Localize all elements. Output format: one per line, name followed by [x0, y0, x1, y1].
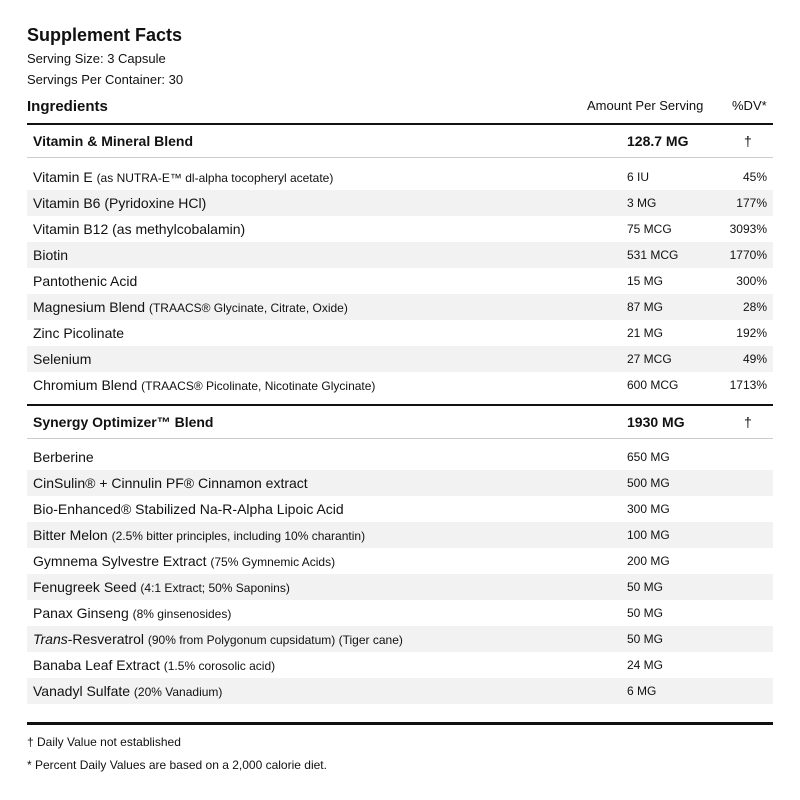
vitamin-mineral-section	[27, 125, 773, 398]
ingredient-row	[27, 444, 773, 470]
ingredient-main: Vanadyl Sulfate	[33, 683, 131, 699]
servings-per-container: Servings Per Container: 30	[27, 72, 184, 87]
ingredient-row	[27, 372, 773, 398]
ingredients-heading: Ingredients	[27, 98, 108, 115]
blend-name: Synergy Optimizer™ Blend	[33, 414, 214, 430]
amount-heading: Amount Per Serving	[587, 98, 704, 113]
blend-name: Vitamin & Mineral Blend	[33, 133, 193, 149]
ingredient-detail: (1.5% corosolic acid)	[163, 659, 276, 673]
page-title: Supplement Facts	[27, 25, 183, 45]
ingredient-amount: 200 MG	[627, 554, 670, 568]
ingredient-dv: 3093%	[729, 222, 767, 236]
ingredient-detail: (20% Vanadium)	[133, 685, 223, 699]
ingredient-amount: 75 MCG	[627, 222, 672, 236]
ingredient-main: CinSulin® + Cinnulin PF® Cinnamon extract	[33, 475, 308, 491]
ingredient-main: Berberine	[33, 449, 94, 465]
ingredient-name	[33, 221, 245, 237]
ingredient-detail: (90% from Polygonum cupsidatum) (Tiger cane)	[147, 633, 403, 647]
ingredient-name	[33, 501, 344, 517]
ingredient-dv: 1713%	[729, 378, 767, 392]
ingredient-main: Selenium	[33, 351, 92, 367]
ingredient-main: Panax Ginseng	[33, 605, 129, 621]
ingredient-name	[33, 273, 137, 289]
blend-dv: †	[744, 414, 752, 430]
ingredient-main: Trans-Resveratrol	[33, 631, 144, 647]
ingredient-main: Pantothenic Acid	[33, 273, 138, 289]
ingredient-main: Fenugreek Seed	[33, 579, 137, 595]
ingredient-dv: 192%	[736, 326, 767, 340]
ingredient-amount: 100 MG	[627, 528, 670, 542]
ingredient-dv: 49%	[742, 352, 767, 366]
ingredient-amount: 15 MG	[627, 274, 664, 288]
ingredient-row	[27, 346, 773, 372]
ingredient-main: Magnesium Blend	[33, 299, 146, 315]
ingredient-name	[33, 657, 275, 673]
blend-row	[27, 125, 773, 158]
dv-heading: %DV*	[732, 98, 767, 113]
ingredient-detail: (as NUTRA-E™ dl-alpha tocopheryl acetate)	[96, 171, 334, 185]
serving-size: Serving Size: 3 Capsule	[27, 51, 166, 66]
column-header	[27, 96, 773, 122]
ingredient-name	[33, 631, 403, 647]
ingredient-row	[27, 190, 773, 216]
ingredient-row	[27, 470, 773, 496]
ingredient-main: Vitamin E	[33, 169, 93, 185]
ingredient-amount: 500 MG	[627, 476, 670, 490]
ingredient-amount: 650 MG	[627, 450, 670, 464]
ingredient-dv: 177%	[736, 196, 767, 210]
ingredient-main: Vitamin B12 (as methylcobalamin)	[33, 221, 246, 237]
ingredient-row	[27, 522, 773, 548]
blend-amount: 1930 MG	[627, 414, 685, 430]
ingredient-name	[33, 351, 91, 367]
ingredient-name	[33, 299, 348, 315]
ingredient-amount: 50 MG	[627, 606, 664, 620]
ingredient-main: Gymnema Sylvestre Extract	[33, 553, 207, 569]
ingredient-row	[27, 320, 773, 346]
footnote-dagger: † Daily Value not established	[27, 735, 181, 749]
footnote-percent: * Percent Daily Values are based on a 2,000 calorie diet.	[27, 758, 327, 772]
ingredient-main: Biotin	[33, 247, 69, 263]
ingredient-row	[27, 294, 773, 320]
ingredient-name	[33, 325, 124, 341]
ingredient-amount: 24 MG	[627, 658, 664, 672]
ingredient-row	[27, 600, 773, 626]
ingredient-row	[27, 496, 773, 522]
ingredient-amount: 6 MG	[627, 684, 657, 698]
ingredient-main: Zinc Picolinate	[33, 325, 125, 341]
ingredient-main: Vitamin B6 (Pyridoxine HCl)	[33, 195, 207, 211]
ingredient-row	[27, 678, 773, 704]
synergy-section	[27, 406, 773, 704]
ingredient-amount: 50 MG	[627, 632, 664, 646]
blend-amount: 128.7 MG	[627, 133, 689, 149]
ingredient-amount: 87 MG	[627, 300, 664, 314]
ingredient-name	[33, 553, 335, 569]
ingredient-main: Bitter Melon	[33, 527, 108, 543]
ingredient-detail: (75% Gymnemic Acids)	[210, 555, 336, 569]
ingredient-name	[33, 195, 206, 211]
ingredient-amount: 50 MG	[627, 580, 664, 594]
ingredient-name	[33, 527, 365, 543]
ingredient-name	[33, 449, 94, 465]
ingredient-row	[27, 652, 773, 678]
ingredient-main: Chromium Blend	[33, 377, 138, 393]
blend-dv: †	[744, 133, 752, 149]
ingredient-detail: (TRAACS® Picolinate, Nicotinate Glycinate)	[141, 379, 376, 393]
divider	[27, 722, 773, 725]
ingredient-name	[33, 579, 290, 595]
ingredient-amount: 300 MG	[627, 502, 670, 516]
ingredient-row	[27, 268, 773, 294]
ingredient-name	[33, 475, 308, 491]
ingredient-amount: 600 MCG	[627, 378, 679, 392]
italic-prefix: Trans	[33, 631, 68, 647]
ingredient-detail: (2.5% bitter principles, including 10% charantin)	[111, 529, 366, 543]
ingredient-dv: 1770%	[729, 248, 767, 262]
ingredient-name	[33, 247, 68, 263]
ingredient-row	[27, 164, 773, 190]
ingredient-name	[33, 169, 333, 185]
ingredient-row	[27, 216, 773, 242]
ingredient-detail: (4:1 Extract; 50% Saponins)	[140, 581, 290, 595]
ingredient-amount: 3 MG	[627, 196, 657, 210]
ingredient-name	[33, 683, 222, 699]
ingredient-main: Banaba Leaf Extract	[33, 657, 160, 673]
supplement-facts-header	[27, 24, 773, 90]
ingredient-amount: 6 IU	[627, 170, 650, 184]
blend-row	[27, 406, 773, 439]
ingredient-detail: (TRAACS® Glycinate, Citrate, Oxide)	[148, 301, 348, 315]
ingredient-amount: 21 MG	[627, 326, 664, 340]
ingredient-detail: (8% ginsenosides)	[132, 607, 232, 621]
ingredient-row	[27, 548, 773, 574]
ingredient-dv: 300%	[736, 274, 767, 288]
ingredient-name	[33, 605, 231, 621]
ingredient-dv: 45%	[742, 170, 767, 184]
ingredient-main: Bio-Enhanced® Stabilized Na-R-Alpha Lipoic Acid	[33, 501, 344, 517]
ingredient-name	[33, 377, 375, 393]
ingredient-amount: 27 MCG	[627, 352, 672, 366]
ingredient-dv: 28%	[742, 300, 767, 314]
ingredient-row	[27, 626, 773, 652]
ingredient-row	[27, 574, 773, 600]
ingredient-amount: 531 MCG	[627, 248, 679, 262]
ingredient-row	[27, 242, 773, 268]
